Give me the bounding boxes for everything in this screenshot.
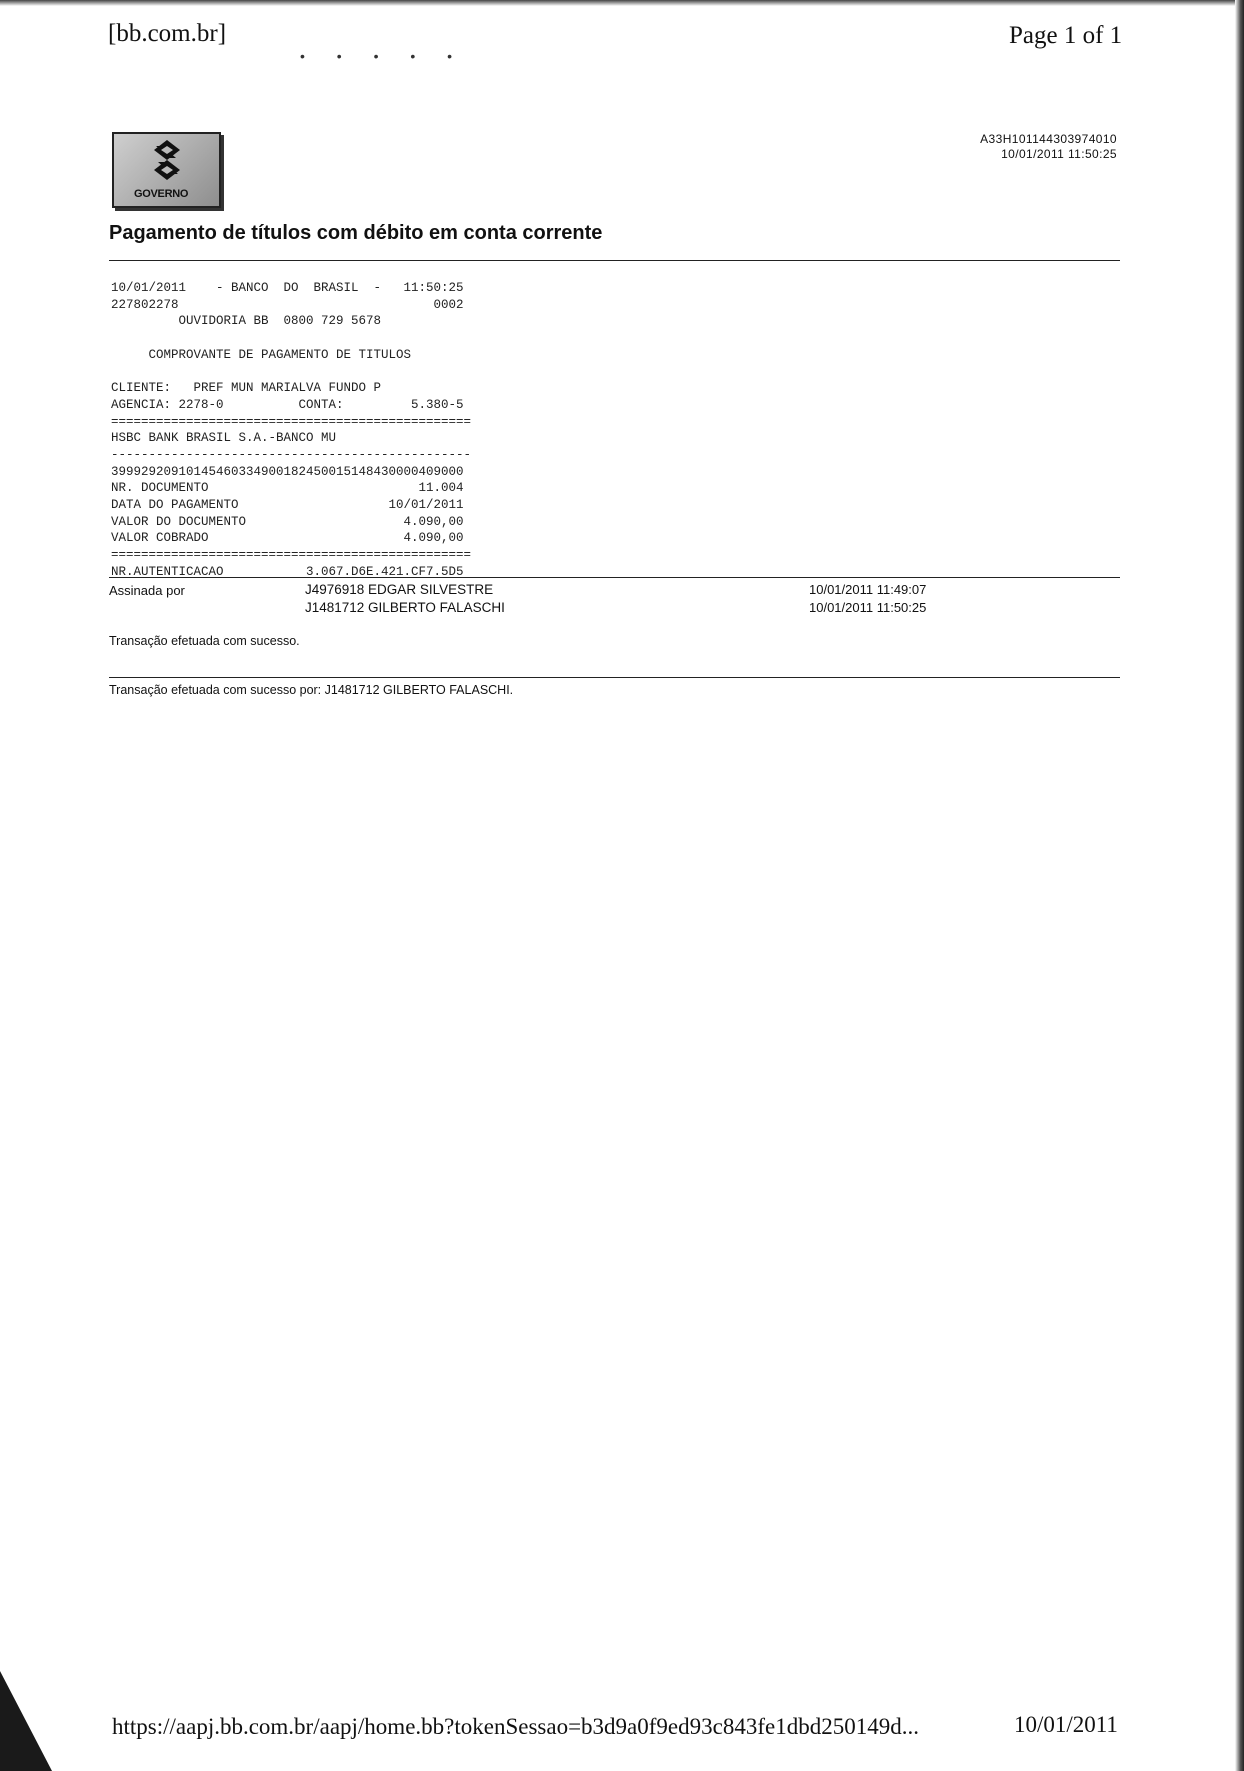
receipt-line: ------------------------------------------------	[111, 447, 472, 462]
page-title: Pagamento de títulos com débito em conta corrente	[109, 222, 603, 244]
signer-name: J4976918 EDGAR SILVESTRE	[305, 582, 494, 597]
signer-name: J1481712 GILBERTO FALASCHI	[305, 600, 505, 615]
scan-speckles: • • • • •	[300, 48, 467, 64]
print-header-page: Page 1 of 1	[1009, 22, 1123, 49]
receipt-line: COMPROVANTE DE PAGAMENTO DE TITULOS	[111, 347, 412, 362]
receipt-line	[111, 363, 471, 380]
receipt-line: ================================================	[111, 548, 472, 562]
document-identifier	[980, 132, 1117, 162]
signed-by-label: Assinada por	[109, 583, 185, 598]
receipt-line: CLIENTE: PREF MUN MARIALVA FUNDO P	[111, 381, 382, 396]
payment-receipt	[111, 280, 471, 580]
receipt-line: 227802278 0002	[111, 297, 464, 312]
title-divider	[109, 260, 1120, 261]
signer-names	[305, 581, 505, 617]
receipt-line: OUVIDORIA BB 0800 729 5678	[111, 314, 382, 329]
footer-divider	[109, 677, 1120, 678]
receipt-line: NR. DOCUMENTO 11.004	[111, 481, 464, 496]
logo-label: GOVERNO	[134, 188, 189, 200]
signer-datetime: 10/01/2011 11:49:07	[809, 582, 927, 597]
print-footer-url: https://aapj.bb.com.br/aapj/home.bb?tokenSessao=b3d9a0f9ed93c843fe1dbd250149d...	[112, 1714, 919, 1739]
bb-logo-icon	[142, 138, 192, 182]
print-footer-date: 10/01/2011	[1014, 1712, 1118, 1737]
footer-status: Transação efetuada com sucesso por: J1481712 GILBERTO FALASCHI.	[109, 683, 514, 697]
receipt-line: AGENCIA: 2278-0 CONTA: 5.380-5	[111, 397, 464, 412]
scan-corner-shadow	[0, 1671, 52, 1771]
receipt-divider	[109, 577, 1120, 578]
scan-top-edge	[0, 0, 1244, 6]
receipt-line: DATA DO PAGAMENTO 10/01/2011	[111, 497, 464, 512]
scan-right-edge	[1235, 0, 1244, 1771]
receipt-line: 10/01/2011 - BANCO DO BRASIL - 11:50:25	[111, 281, 464, 295]
status-message: Transação efetuada com sucesso.	[109, 634, 300, 648]
receipt-line: VALOR DO DOCUMENTO 4.090,00	[111, 514, 464, 529]
document-id: A33H101144303974010	[980, 132, 1117, 146]
document-datetime: 10/01/2011 11:50:25	[1001, 147, 1117, 161]
signer-datetime: 10/01/2011 11:50:25	[809, 600, 927, 615]
receipt-line: HSBC BANK BRASIL S.A.-BANCO MU	[111, 431, 337, 446]
bank-logo	[112, 132, 221, 208]
print-header-site: [bb.com.br]	[108, 20, 227, 47]
receipt-line	[111, 330, 471, 347]
receipt-line: VALOR COBRADO 4.090,00	[111, 531, 464, 546]
receipt-line: ================================================	[111, 414, 472, 429]
signer-timestamps	[809, 581, 926, 617]
receipt-line: 39992920910145460334900182450015148430000409000	[111, 464, 464, 479]
receipt-line: NR.AUTENTICACAO 3.067.D6E.421.CF7.5D5	[111, 564, 464, 579]
